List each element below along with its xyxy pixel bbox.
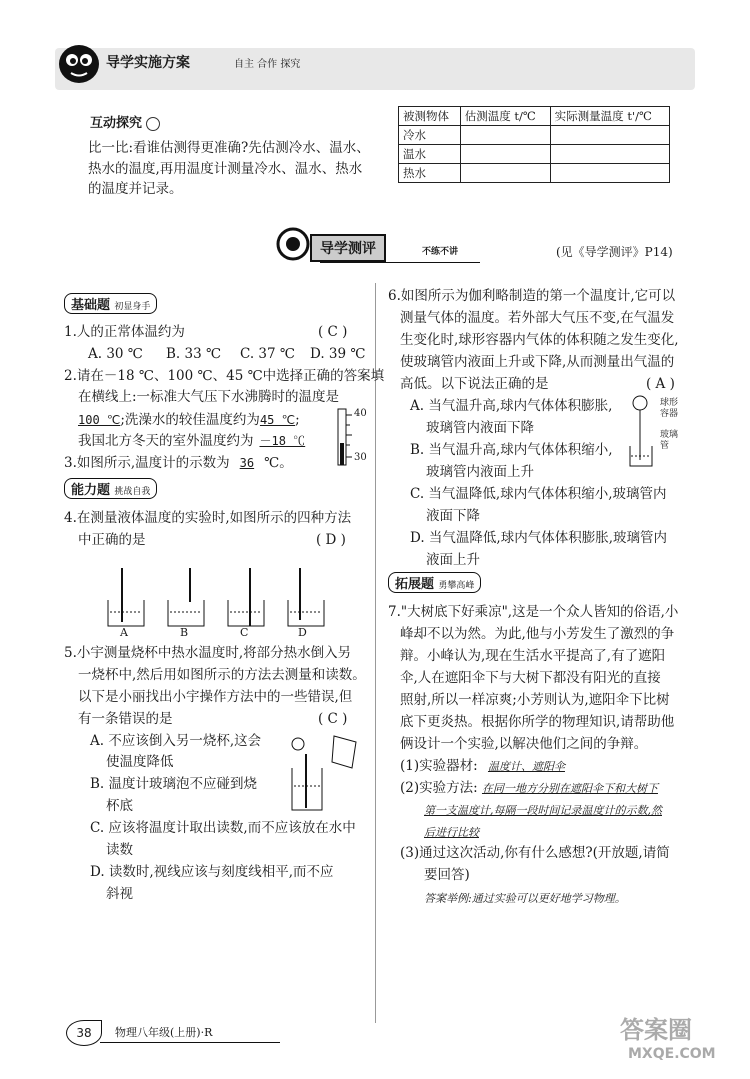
- q7-part3-line2: 要回答): [424, 867, 470, 883]
- table-cell: 热水: [399, 164, 461, 183]
- q7-line: 照射,所以一样凉爽;小芳则认为,遮阳伞下比树: [400, 692, 670, 708]
- table-row: [399, 164, 670, 183]
- banner-ref: (见《导学测评》P14): [556, 245, 673, 259]
- interactive-text: 比一比:看谁估测得更准确?先估测冷水、温水、热水的温度,再用温度计测量冷水、温水、热水的温度并记录。: [88, 140, 370, 197]
- basic-label: 基础题: [71, 298, 111, 313]
- q7-part3-line1: (3)通过这次活动,你有什么感想?(开放题,请简: [400, 845, 670, 861]
- extension-label-box: [388, 572, 481, 593]
- banner-tag: 不练不讲: [422, 247, 459, 257]
- therm-label-bottom: 30: [354, 452, 367, 463]
- fig-label-bulb: 球形容器: [660, 398, 679, 419]
- q6-option: 玻璃管内液面上升: [426, 464, 534, 480]
- q1-answer: ( C ): [318, 324, 348, 340]
- watermark-logo: 答案圈: [620, 1016, 692, 1044]
- q6-option: C. 当气温降低,球内气体体积缩小,玻璃管内: [410, 486, 667, 502]
- q7-line: 俩设计一个实验,以解决他们之间的争辩。: [400, 736, 648, 752]
- basic-label-box: [64, 293, 157, 314]
- q7-line: 辩。小峰认为,现在生活水平提高了,有了遮阳: [400, 648, 666, 664]
- q6-line: 6.如图所示为伽利略制造的第一个温度计,它可以: [388, 288, 676, 304]
- q7-part3-answer: 答案举例:通过实验可以更好地学习物理。: [424, 892, 626, 905]
- banner-title: 导学测评: [310, 234, 386, 262]
- q6-option: A. 当气温升高,球内气体体积膨胀,: [410, 398, 613, 414]
- q5-answer: ( C ): [318, 711, 348, 727]
- q1-option-d: D. 39 ℃: [310, 346, 366, 362]
- mascot-logo-icon: [55, 40, 103, 86]
- therm-label-top: 40: [354, 408, 367, 419]
- ability-tag: 挑战自我: [114, 487, 151, 497]
- q6-option: B. 当气温升高,球内气体体积缩小,: [410, 442, 613, 458]
- table-header: 实际测量温度 t'/℃: [550, 107, 669, 126]
- q5-line3: 以下是小丽找出小宇操作方法中的一些错误,但: [78, 689, 353, 705]
- q5-option: 斜视: [106, 886, 133, 902]
- footer-rule: [100, 1042, 280, 1043]
- q1-option-a: A. 30 ℃: [88, 346, 143, 362]
- beaker-label-d: D: [298, 626, 307, 639]
- q7-line: 峰却不以为然。为此,他与小芳发生了激烈的争: [400, 626, 675, 642]
- table-header: 估测温度 t/℃: [460, 107, 550, 126]
- q6-line: 使玻璃管内液面上升或下降,从而测量出气温的: [400, 354, 675, 370]
- q2-answer2: 45 ℃: [259, 413, 296, 427]
- q5-line2: 一烧杯中,然后用如图所示的方法去测量和读数。: [78, 667, 366, 683]
- q7-line: 底下更炎热。根据你所学的物理知识,请帮助他: [400, 714, 675, 730]
- fig-label-tube: 玻璃管: [660, 430, 679, 451]
- table-row: [399, 126, 670, 145]
- ability-label: 能力题: [71, 483, 111, 498]
- q2-answer1: 100 ℃: [78, 413, 121, 427]
- q5-option: C. 应该将温度计取出读数,而不应该放在水中: [90, 820, 356, 836]
- q5-line4: 有一条错误的是: [78, 711, 173, 727]
- extension-tag: 勇攀高峰: [438, 581, 475, 591]
- q5-line1: 5.小宇测量烧杯中热水温度时,将部分热水倒入另: [64, 645, 352, 661]
- beaker-label-c: C: [240, 626, 249, 639]
- q4-line2: 中正确的是: [78, 532, 146, 548]
- header-subtitle: 自主 合作 探究: [234, 59, 301, 70]
- q1-option-c: C. 37 ℃: [240, 346, 296, 362]
- q7-part2-answer3: 后进行比较: [424, 826, 479, 839]
- footer-text: 物理八年级(上册)·R: [115, 1026, 213, 1039]
- beaker-figure: [100, 560, 340, 630]
- table-cell: 冷水: [399, 126, 461, 145]
- basic-tag: 初显身手: [114, 302, 151, 312]
- measurement-table: [398, 106, 670, 183]
- q5-option: 杯底: [106, 798, 133, 814]
- q5-option: A. 不应该倒入另一烧杯,这会: [90, 733, 262, 749]
- table-header: 被测物体: [399, 107, 461, 126]
- q1-option-b: B. 33 ℃: [166, 346, 222, 362]
- q3-unit: ℃。: [264, 455, 293, 471]
- q5-option: 使温度降低: [106, 754, 174, 770]
- header-title: 导学实施方案: [106, 55, 190, 71]
- q1-text: 1.人的正常体温约为: [64, 324, 185, 340]
- beaker-label-b: B: [180, 626, 189, 639]
- q6-line: 测量气体的温度。若外部大气压不变,在气温发: [400, 310, 675, 326]
- q2-line4: ;: [295, 412, 300, 428]
- table-cell: 温水: [399, 145, 461, 164]
- q3-text: 3.如图所示,温度计的示数为: [64, 455, 230, 471]
- pouring-figure: [282, 728, 362, 814]
- q7-line: 7."大树底下好乘凉",这是一个众人皆知的俗语,小: [388, 604, 679, 620]
- q6-option: 液面上升: [426, 552, 480, 568]
- interactive-label-box: [90, 112, 160, 131]
- q2-line3: ;洗澡水的较佳温度约为: [120, 412, 260, 428]
- q7-part1: (1)实验器材:: [400, 758, 478, 774]
- q7-part1-answer: 温度计、遮阳伞: [487, 760, 565, 773]
- q6-option: 玻璃管内液面下降: [426, 420, 534, 436]
- table-row: [399, 145, 670, 164]
- q2-line5: 我国北方冬天的室外温度约为: [78, 433, 254, 449]
- q2-line1: 2.请在－18 ℃、100 ℃、45 ℃中选择正确的答案填: [64, 368, 385, 384]
- interactive-label: 互动探究: [90, 116, 143, 131]
- watermark-url: MXQE.COM: [628, 1046, 716, 1062]
- beaker-label-a: A: [120, 626, 128, 639]
- q4-line1: 4.在测量液体温度的实验时,如图所示的四种方法: [64, 510, 352, 526]
- ability-label-box: [64, 478, 157, 499]
- q6-answer: ( A ): [646, 376, 675, 392]
- table-header-row: [399, 107, 670, 126]
- q3-answer: 36: [239, 456, 255, 470]
- page-number: 38: [66, 1020, 102, 1046]
- q5-option: D. 读数时,视线应该与刻度线相平,而不应: [90, 864, 334, 880]
- q5-option: 读数: [106, 842, 133, 858]
- q5-option: B. 温度计玻璃泡不应碰到烧: [90, 776, 258, 792]
- q2-line2: 在横线上:一标准大气压下水沸腾时的温度是: [78, 389, 340, 405]
- q4-answer: ( D ): [316, 532, 346, 548]
- q7-part2-answer1: 在同一地方分别在遮阳伞下和大树下: [481, 782, 658, 795]
- banner-rule: [320, 262, 480, 263]
- bulb-icon: [146, 117, 160, 131]
- q6-option: 液面下降: [426, 508, 480, 524]
- q7-line: 伞,人在遮阳伞下与大树下都没有阳光的直接: [400, 670, 661, 686]
- q2-answer3: －18 ℃: [259, 434, 306, 448]
- q7-part2: (2)实验方法:: [400, 780, 478, 796]
- q6-option: D. 当气温降低,球内气体体积膨胀,玻璃管内: [410, 530, 668, 546]
- galileo-thermometer-figure: [628, 394, 658, 470]
- column-divider: [375, 283, 376, 1023]
- extension-label: 拓展题: [395, 577, 435, 592]
- q6-line: 高低。以下说法正确的是: [400, 376, 549, 392]
- q6-line: 生变化时,球形容器内气体的体积随之发生变化,: [400, 332, 679, 348]
- q7-part2-answer2: 第一支温度计,每隔一段时间记录温度计的示数,然: [424, 804, 662, 817]
